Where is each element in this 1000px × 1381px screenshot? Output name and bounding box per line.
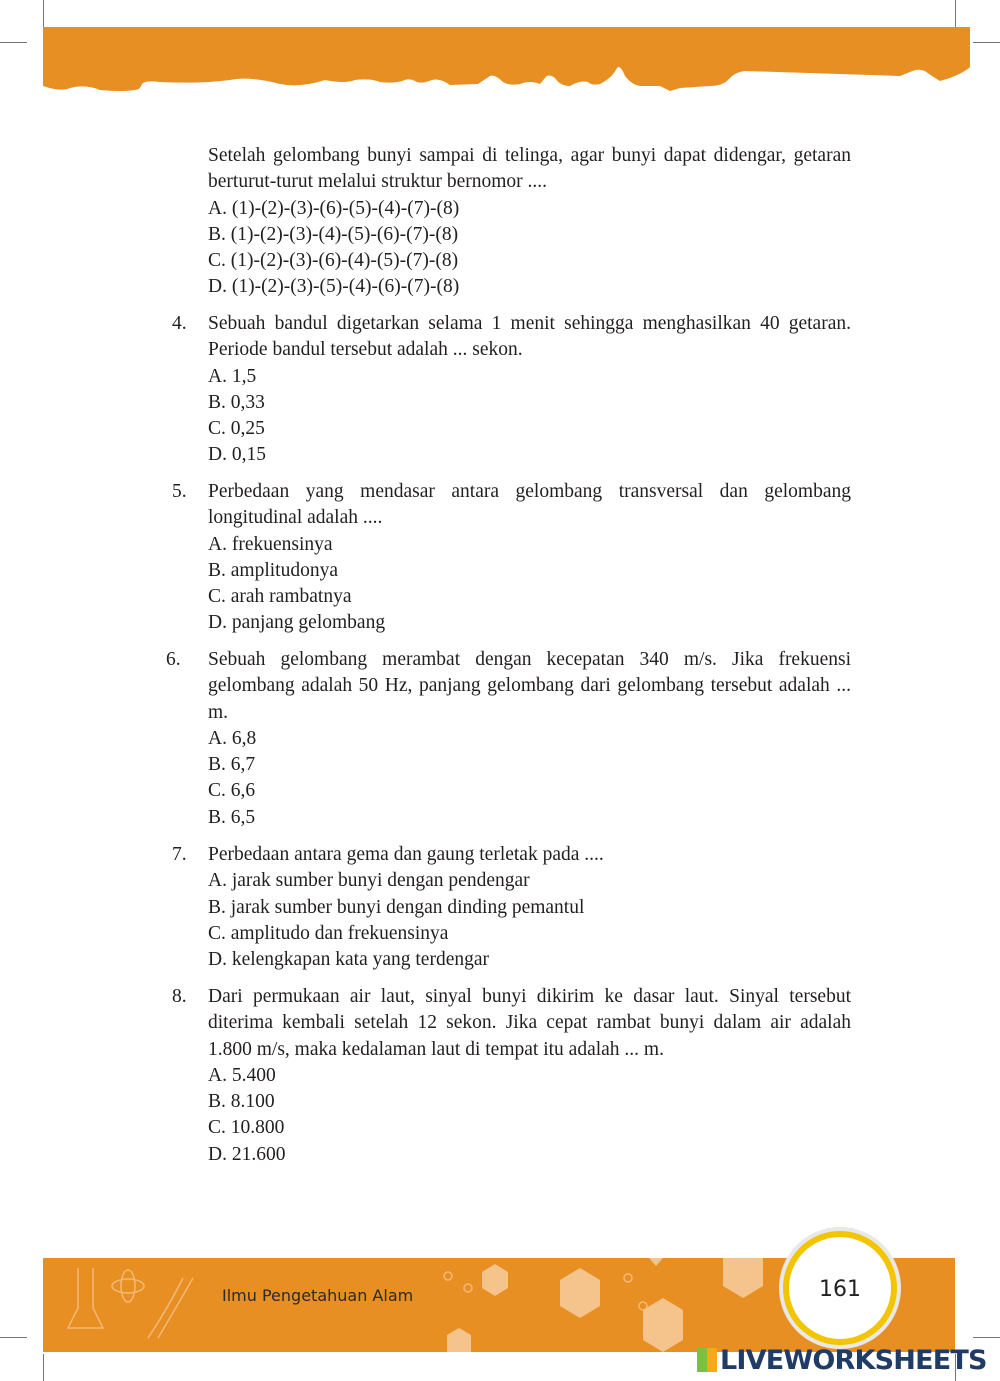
option-a: A. 1,5 <box>208 365 257 387</box>
page-number: 161 <box>819 1277 861 1302</box>
crop-mark <box>0 1337 27 1338</box>
question-7 <box>0 842 1000 973</box>
option-d: D. 21.600 <box>208 1143 286 1165</box>
option-b: B. amplitudonya <box>208 559 338 581</box>
option-c: C. 10.800 <box>208 1117 285 1139</box>
crop-mark <box>43 1354 44 1381</box>
option-b: B. 6,7 <box>208 754 256 776</box>
question-6 <box>0 647 1000 831</box>
question-number: 7. <box>172 844 187 865</box>
question-3 <box>0 143 1000 301</box>
question-5 <box>0 479 1000 637</box>
header-banner <box>0 0 1000 100</box>
option-d: D. (1)-(2)-(3)-(5)-(4)-(6)-(7)-(8) <box>208 276 460 298</box>
question-stem: Perbedaan yang mendasar antara gelombang transversal dan gelombang longitudinal adalah .... <box>208 481 851 529</box>
option-c: C. 0,25 <box>208 418 265 440</box>
question-8 <box>0 984 1000 1168</box>
option-a: A. (1)-(2)-(3)-(6)-(5)-(4)-(7)-(8) <box>208 197 460 219</box>
question-stem: Setelah gelombang bunyi sampai di telinga, agar bunyi dapat didengar, getaran berturut-turut melalui struktur bernomor .... <box>208 145 851 193</box>
option-b: B. jarak sumber bunyi dengan dinding pemantul <box>208 896 585 918</box>
option-a: A. 6,8 <box>208 727 257 749</box>
option-d: B. 6,5 <box>208 806 256 828</box>
option-a: A. 5.400 <box>208 1064 276 1086</box>
option-c: C. 6,6 <box>208 780 256 802</box>
question-4 <box>0 311 1000 469</box>
option-d: D. panjang gelombang <box>208 612 386 634</box>
question-number: 4. <box>172 313 187 334</box>
option-c: C. (1)-(2)-(3)-(6)-(4)-(5)-(7)-(8) <box>208 250 459 272</box>
option-d: D. 0,15 <box>208 444 266 466</box>
question-stem: Sebuah bandul digetarkan selama 1 menit sehingga menghasilkan 40 getaran. Periode bandul tersebut adalah ... sekon. <box>208 313 851 361</box>
liveworksheets-logo-icon <box>697 1348 717 1372</box>
option-d: D. kelengkapan kata yang terdengar <box>208 949 489 971</box>
option-b: B. (1)-(2)-(3)-(4)-(5)-(6)-(7)-(8) <box>208 223 459 245</box>
option-b: B. 0,33 <box>208 391 265 413</box>
question-number: 6. <box>166 649 181 670</box>
question-stem: Dari permukaan air laut, sinyal bunyi dikirim ke dasar laut. Sinyal tersebut diterima kembali setelah 12 sekon. Jika cepat rambat bunyi dalam air adalah 1.800 m/s, maka kedalaman laut di tempat itu adalah ... m. <box>208 986 851 1060</box>
crop-mark <box>973 1337 1000 1338</box>
option-c: C. amplitudo dan frekuensinya <box>208 922 449 944</box>
question-number: 5. <box>172 481 187 502</box>
option-a: A. jarak sumber bunyi dengan pendengar <box>208 870 530 892</box>
page-number-badge <box>783 1231 897 1345</box>
option-c: C. arah rambatnya <box>208 586 352 608</box>
question-stem: Perbedaan antara gema dan gaung terletak pada .... <box>208 844 604 865</box>
watermark-text: LIVEWORKSHEETS <box>720 1345 987 1376</box>
option-a: A. frekuensinya <box>208 533 333 555</box>
question-number: 8. <box>172 986 187 1007</box>
option-b: B. 8.100 <box>208 1091 275 1113</box>
question-stem: Sebuah gelombang merambat dengan kecepatan 340 m/s. Jika frekuensi gelombang adalah 50 Hz, panjang gelombang dari gelombang tersebut adalah ... m. <box>208 649 851 723</box>
liveworksheets-watermark <box>697 1345 987 1377</box>
footer-book-title: Ilmu Pengetahuan Alam <box>222 1286 414 1305</box>
